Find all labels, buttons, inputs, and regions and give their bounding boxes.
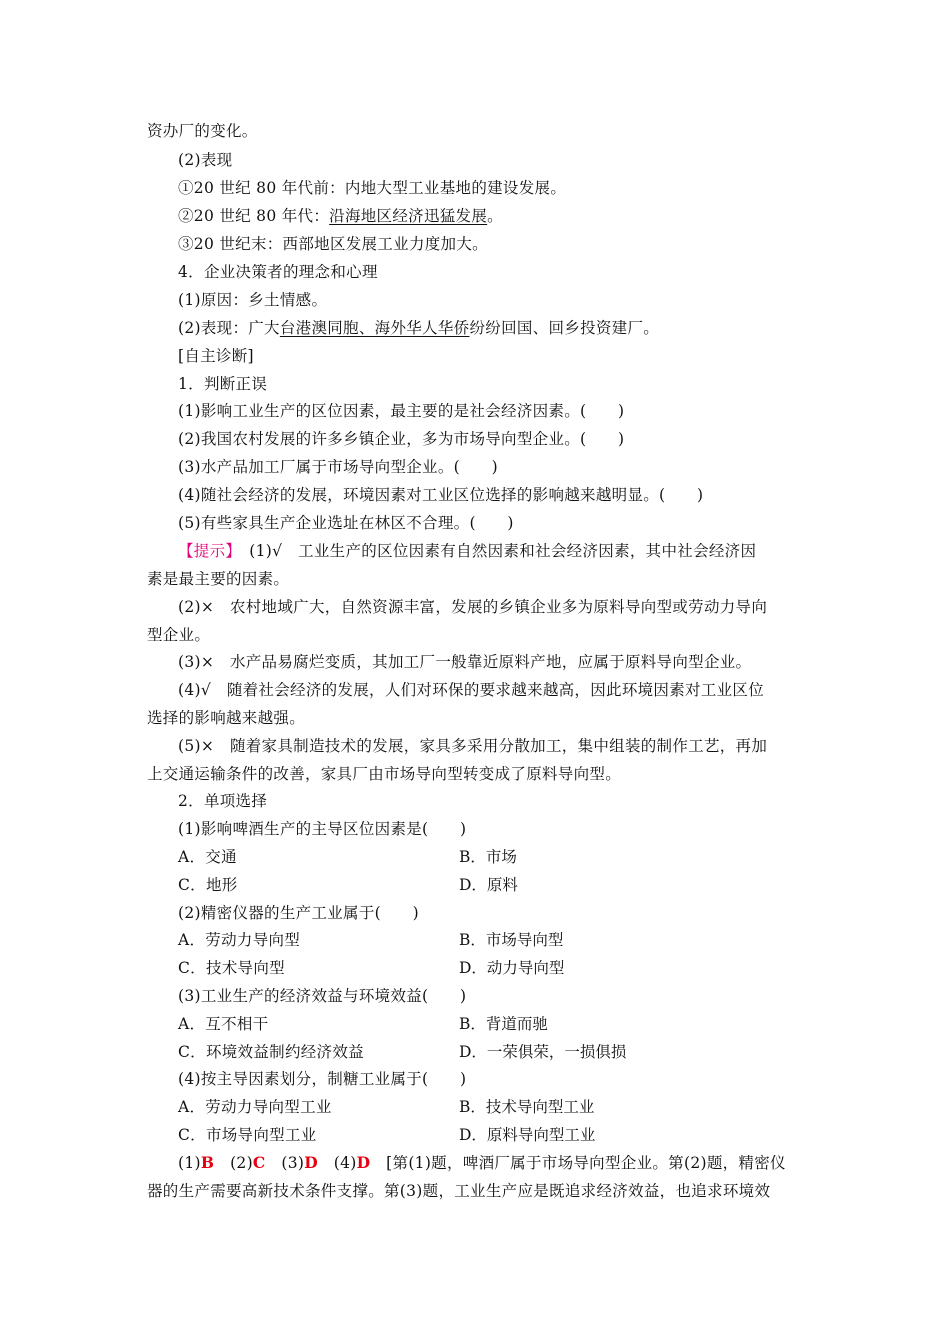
- option-b: B．技术导向型工业: [459, 1098, 595, 1116]
- question-heading: 1．判断正误: [178, 375, 268, 393]
- explanation-line: (4)√ 随着社会经济的发展，人们对环保的要求越来越高，因此环境因素对工业区位: [178, 681, 765, 699]
- text-line: ①20 世纪 80 年代前：内地大型工业基地的建设发展。: [178, 179, 567, 197]
- question-item: (5)有些家具生产企业选址在林区不合理。( ): [178, 514, 514, 532]
- option-c: C．环境效益制约经济效益: [178, 1043, 364, 1061]
- answer-line: (1)B (2)C (3)D (4)D [第(1)题，啤酒厂属于市场导向型企业。第(2)题，精密仪: [178, 1153, 786, 1172]
- option-d: D．动力导向型: [459, 959, 565, 977]
- option-a: A．互不相干: [178, 1015, 269, 1033]
- question-stem: (4)按主导因素划分，制糖工业属于( ): [178, 1070, 467, 1088]
- option-a: A．劳动力导向型: [178, 931, 301, 949]
- option-a: A．劳动力导向型工业: [178, 1098, 332, 1116]
- question-item: (4)随社会经济的发展，环境因素对工业区位选择的影响越来越明显。( ): [178, 486, 704, 504]
- option-d: D．一荣俱荣，一损俱损: [459, 1043, 627, 1061]
- question-stem: (1)影响啤酒生产的主导区位因素是( ): [178, 820, 467, 838]
- explanation-line: 素是最主要的因素。: [147, 570, 290, 588]
- explanation-line: 选择的影响越来越强。: [147, 709, 306, 727]
- option-b: B．市场导向型: [459, 931, 564, 949]
- explanation-line: (3)× 水产品易腐烂变质，其加工厂一般靠近原料产地，应属于原料导向型企业。: [178, 653, 752, 671]
- option-c: C．技术导向型: [178, 959, 285, 977]
- option-d: D．原料: [459, 876, 518, 894]
- section-heading: 4．企业决策者的理念和心理: [178, 263, 378, 281]
- answer-letter: D: [304, 1153, 318, 1172]
- text-line: (2)表现：广大台港澳同胞、海外华人华侨纷纷回国、回乡投资建厂。: [178, 319, 660, 337]
- explanation-line: 【提示】 (1)√ 工业生产的区位因素有自然因素和社会经济因素，其中社会经济因: [178, 542, 757, 560]
- question-stem: (2)精密仪器的生产工业属于( ): [178, 904, 419, 922]
- question-item: (1)影响工业生产的区位因素，最主要的是社会经济因素。( ): [178, 402, 625, 420]
- text-line: ③20 世纪末：西部地区发展工业力度加大。: [178, 235, 488, 253]
- option-b: B．背道而驰: [459, 1015, 548, 1033]
- question-stem: (3)工业生产的经济效益与环境效益( ): [178, 987, 467, 1005]
- option-a: A．交通: [178, 848, 237, 866]
- question-item: (2)我国农村发展的许多乡镇企业，多为市场导向型企业。( ): [178, 430, 625, 448]
- explanation-line: 上交通运输条件的改善，家具厂由市场导向型转变成了原料导向型。: [147, 765, 622, 783]
- explanation-line: (5)× 随着家具制造技术的发展，家具多采用分散加工，集中组装的制作工艺，再加: [178, 737, 768, 755]
- answer-letter: C: [252, 1153, 266, 1172]
- subheading: (2)表现: [178, 151, 233, 169]
- answer-letter: D: [356, 1153, 371, 1172]
- tip-label: 【提示】: [178, 542, 234, 560]
- answer-line: 器的生产需要高新技术条件支撑。第(3)题，工业生产应是既追求经济效益，也追求环境效: [147, 1182, 771, 1200]
- underlined-answer: 沿海地区经济迅猛发展: [329, 207, 488, 225]
- answer-letter: B: [200, 1153, 215, 1172]
- section-title: [自主诊断]: [178, 347, 254, 365]
- question-heading: 2．单项选择: [178, 792, 268, 810]
- option-d: D．原料导向型工业: [459, 1126, 596, 1144]
- option-c: C．地形: [178, 876, 238, 894]
- option-b: B．市场: [459, 848, 517, 866]
- underlined-answer: 台港澳同胞、海外华人华侨: [279, 319, 470, 337]
- question-item: (3)水产品加工厂属于市场导向型企业。( ): [178, 458, 498, 476]
- text-line: 资办厂的变化。: [147, 122, 258, 140]
- text-line: ②20 世纪 80 年代：沿海地区经济迅猛发展。: [178, 207, 503, 225]
- explanation-line: 型企业。: [147, 626, 211, 644]
- text-line: (1)原因：乡土情感。: [178, 291, 328, 309]
- explanation-line: (2)× 农村地域广大，自然资源丰富，发展的乡镇企业多为原料导向型或劳动力导向: [178, 598, 768, 616]
- option-c: C．市场导向型工业: [178, 1126, 317, 1144]
